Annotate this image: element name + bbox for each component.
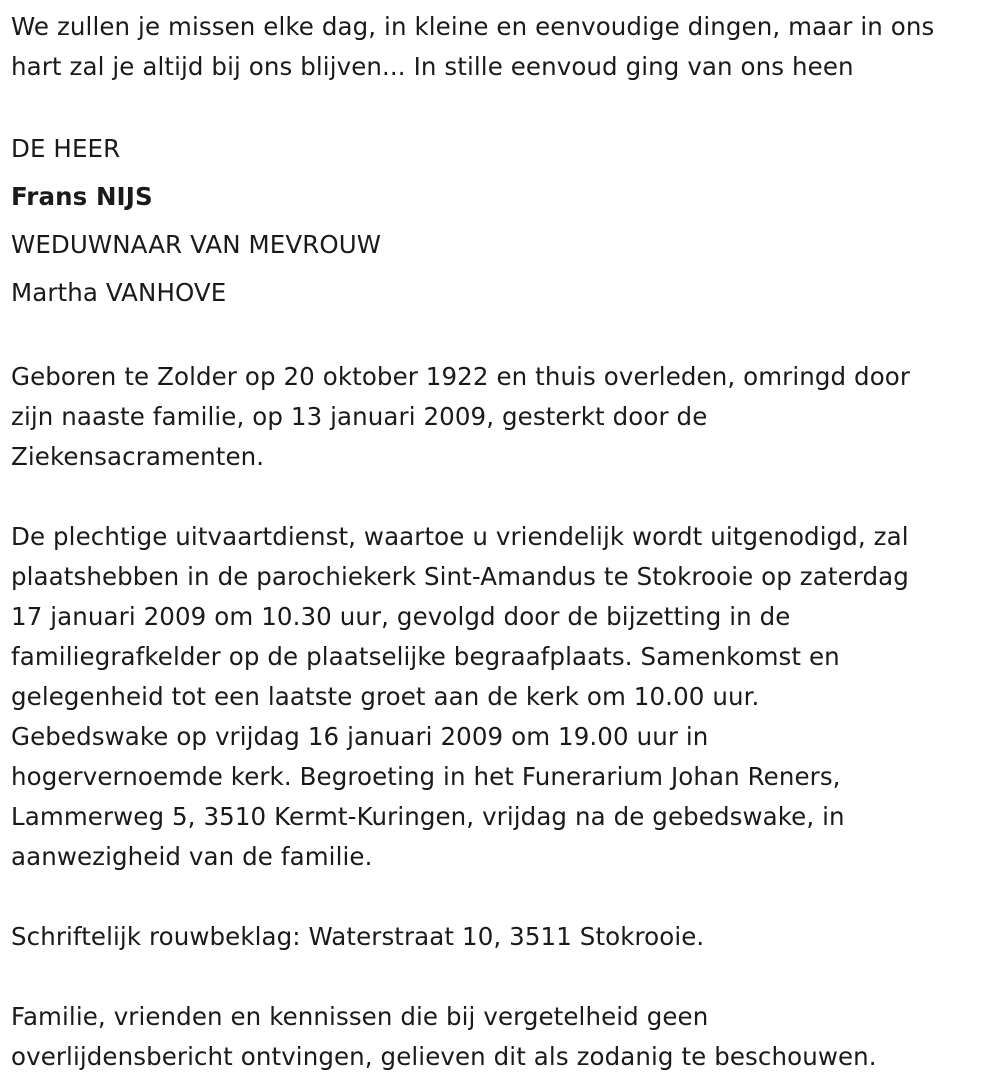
intro-line: hart zal je altijd bij ons blijven... In stille eenvoud ging van ons heen: [11, 52, 854, 81]
paragraph-line: hogervernoemde kerk. Begroeting in het Funerarium Johan Reners,: [11, 762, 841, 791]
paragraph-line: Familie, vrienden en kennissen die bij vergetelheid geen: [11, 1002, 709, 1031]
condolences-address: Schriftelijk rouwbeklag: Waterstraat 10, 3511 Stokrooie.: [11, 922, 705, 951]
intro-paragraph: [11, 7, 991, 87]
paragraph-gap: [11, 877, 991, 917]
paragraph-line: aanwezigheid van de familie.: [11, 842, 373, 871]
paragraph-line: Ziekensacramenten.: [11, 442, 265, 471]
paragraph-line: Gebedswake op vrijdag 16 januari 2009 om 19.00 uur in: [11, 722, 709, 751]
deceased-name: Frans NIJS: [11, 182, 153, 211]
birth-death-paragraph: [11, 357, 991, 477]
paragraph-gap: [11, 87, 991, 127]
closing-paragraph: [11, 997, 991, 1077]
paragraph-line: gelegenheid tot een laatste groet aan de kerk om 10.00 uur.: [11, 682, 760, 711]
paragraph-line: overlijdensbericht ontvingen, gelieven dit als zodanig te beschouwen.: [11, 1042, 877, 1071]
paragraph-line: familiegrafkelder op de plaatselijke begraafplaats. Samenkomst en: [11, 642, 840, 671]
deceased-block: [11, 125, 991, 317]
condolences-paragraph: [11, 917, 991, 957]
spouse-name: Martha VANHOVE: [11, 278, 227, 307]
paragraph-line: Lammerweg 5, 3510 Kermt-Kuringen, vrijdag na de gebedswake, in: [11, 802, 845, 831]
paragraph-line: Geboren te Zolder op 20 oktober 1922 en thuis overleden, omringd door: [11, 362, 911, 391]
paragraph-line: De plechtige uitvaartdienst, waartoe u vriendelijk wordt uitgenodigd, zal: [11, 522, 909, 551]
service-paragraph: [11, 517, 991, 877]
intro-line: We zullen je missen elke dag, in kleine en eenvoudige dingen, maar in ons: [11, 12, 935, 41]
honorific-title: DE HEER: [11, 134, 121, 163]
spouse-label: WEDUWNAAR VAN MEVROUW: [11, 230, 382, 259]
paragraph-line: plaatshebben in de parochiekerk Sint-Amandus te Stokrooie op zaterdag: [11, 562, 909, 591]
paragraph-gap: [11, 317, 991, 357]
paragraph-gap: [11, 477, 991, 517]
obituary-notice: [11, 0, 991, 1077]
paragraph-line: 17 januari 2009 om 10.30 uur, gevolgd door de bijzetting in de: [11, 602, 791, 631]
paragraph-gap: [11, 957, 991, 997]
paragraph-line: zijn naaste familie, op 13 januari 2009, gesterkt door de: [11, 402, 708, 431]
